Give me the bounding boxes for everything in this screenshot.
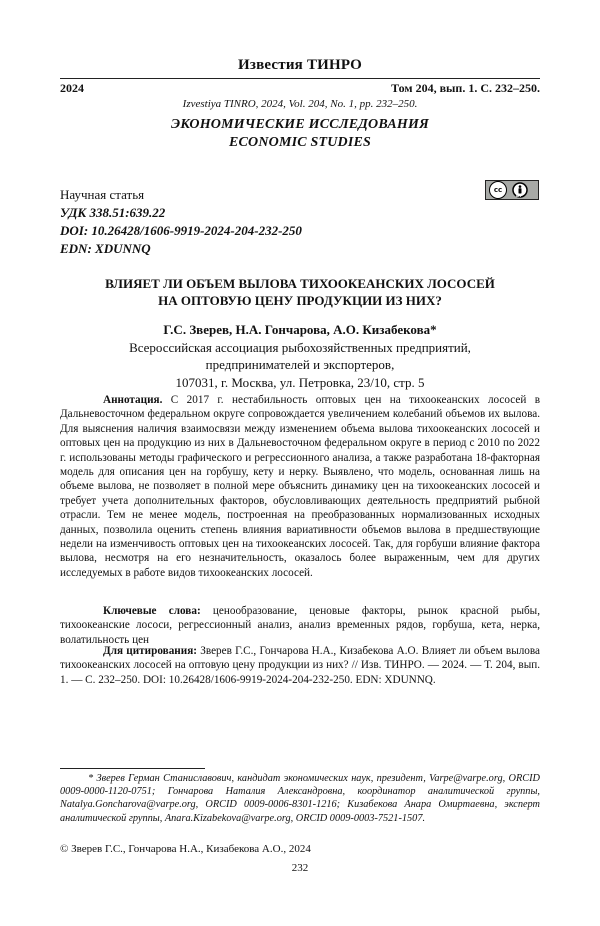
- affiliation-line: предпринимателей и экспортеров,: [205, 357, 395, 372]
- abstract-label: Аннотация.: [103, 394, 163, 406]
- keywords-text: ценообразование, ценовые факторы, рынок красной рыбы, тихоокеанские лососи, регрессионный анализ, анализ временных рядов, горбуша, кета, нерка, волатильность цен: [60, 605, 540, 646]
- edn: EDN: XDUNNQ: [60, 241, 151, 256]
- header-rule: [60, 78, 540, 79]
- udk-code: УДК 338.51:639.22: [60, 205, 166, 220]
- issue-year: 2024: [60, 81, 84, 95]
- keywords-label: Ключевые слова:: [103, 605, 201, 617]
- author-footnote: * Зверев Герман Станиславович, кандидат экономических наук, президент, Varpe@varpe.org, ORCID 0009-0000-1120-0751; Гончарова Наталия Александровна, координатор аналитической группы, Natalya.Goncharova@varpe.org, ORCID 0009-0006-8301-1216; Кизабекова Анара Омиртаевна, эксперт аналитической группы, Anara.Kizabekova@varpe.org, ORCID 0009-0003-7521-1507.: [60, 773, 540, 824]
- journal-title: Известия ТИНРО: [237, 57, 363, 73]
- section-title-ru: ЭКОНОМИЧЕСКИЕ ИССЛЕДОВАНИЯ: [171, 117, 429, 132]
- cc-by-license-badge[interactable]: [485, 180, 539, 200]
- section-title-en: ECONOMIC STUDIES: [228, 135, 372, 150]
- cc-icon: cc: [489, 181, 507, 199]
- authors: Г.С. Зверев, Н.А. Гончарова, А.О. Кизабекова*: [163, 322, 437, 337]
- citation: [60, 644, 540, 687]
- copyright: © Зверев Г.С., Гончарова Н.А., Кизабекова А.О., 2024: [60, 843, 311, 855]
- abstract: [60, 393, 540, 580]
- footnote-rule: [60, 768, 205, 769]
- doi: DOI: 10.26428/1606-9919-2024-204-232-250: [60, 223, 302, 238]
- article-type: Научная статья: [60, 187, 145, 202]
- license-by-label: BY: [516, 193, 522, 198]
- affiliation-line: Всероссийская ассоциация рыбохозяйственных предприятий,: [129, 340, 471, 355]
- page-number: 232: [291, 862, 309, 874]
- citation-english: Izvestiya TINRO, 2024, Vol. 204, No. 1, pp. 232–250.: [182, 98, 418, 110]
- citation-text: Зверев Г.С., Гончарова Н.А., Кизабекова А.О. Влияет ли объем вылова тихоокеанских лососей на оптовую цену продукции из них? // Изв. ТИНРО. — 2024. — Т. 204, вып. 1. — С. 232–250. DOI: 10.26428/1606-9919-2024-204-232-250. EDN: XDUNNQ.: [60, 645, 541, 686]
- citation-label: Для цитирования:: [103, 645, 197, 657]
- issue-volume: Том 204, вып. 1. С. 232–250.: [391, 81, 540, 95]
- affiliation-address: 107031, г. Москва, ул. Петровка, 23/10, стр. 5: [175, 375, 425, 390]
- article-title-line: ВЛИЯЕТ ЛИ ОБЪЕМ ВЫЛОВА ТИХООКЕАНСКИХ ЛОСОСЕЙ: [105, 276, 495, 291]
- keywords: [60, 604, 540, 647]
- abstract-text: С 2017 г. нестабильность оптовых цен на тихоокеанских лососей в Дальневосточном федеральном округе сопровождается увеличением колебаний объемов их вылова. Для выяснения наличия взаимосвязи между изменением объема вылова тихоокеанских лососей и оптовых цен на продукцию из них в Дальневосточном федеральном округе в период с 2010 по 2022 г. использованы методы графического и регрессионного анализа, а также разработана 18-факторная модель для описания цен на горбушу, кету и нерку. Выявлено, что модель, основанная лишь на объеме вылова, не позволяет в полной мере объяснить динамику цен на тихоокеанских лососей и требует учета дополнительных факторов, обусловливающих деятельность предприятий рыбной отрасли. Тем не менее модель, построенная на преобразованных нормализованных исходных данных, позволила оценить степень влияния вариативности объемов вылова в предшествующие недели на изменчивость оптовых цен на тихоокеанских лососей. Так, для горбуши влияние фактора вылова, несмотря на его незначительность, оказалось более выраженным, чем для других исследуемых в работе видов тихоокеанских лососей.: [60, 394, 540, 579]
- article-title-line: НА ОПТОВУЮ ЦЕНУ ПРОДУКЦИИ ИЗ НИХ?: [158, 293, 442, 308]
- article-title: [0, 275, 600, 309]
